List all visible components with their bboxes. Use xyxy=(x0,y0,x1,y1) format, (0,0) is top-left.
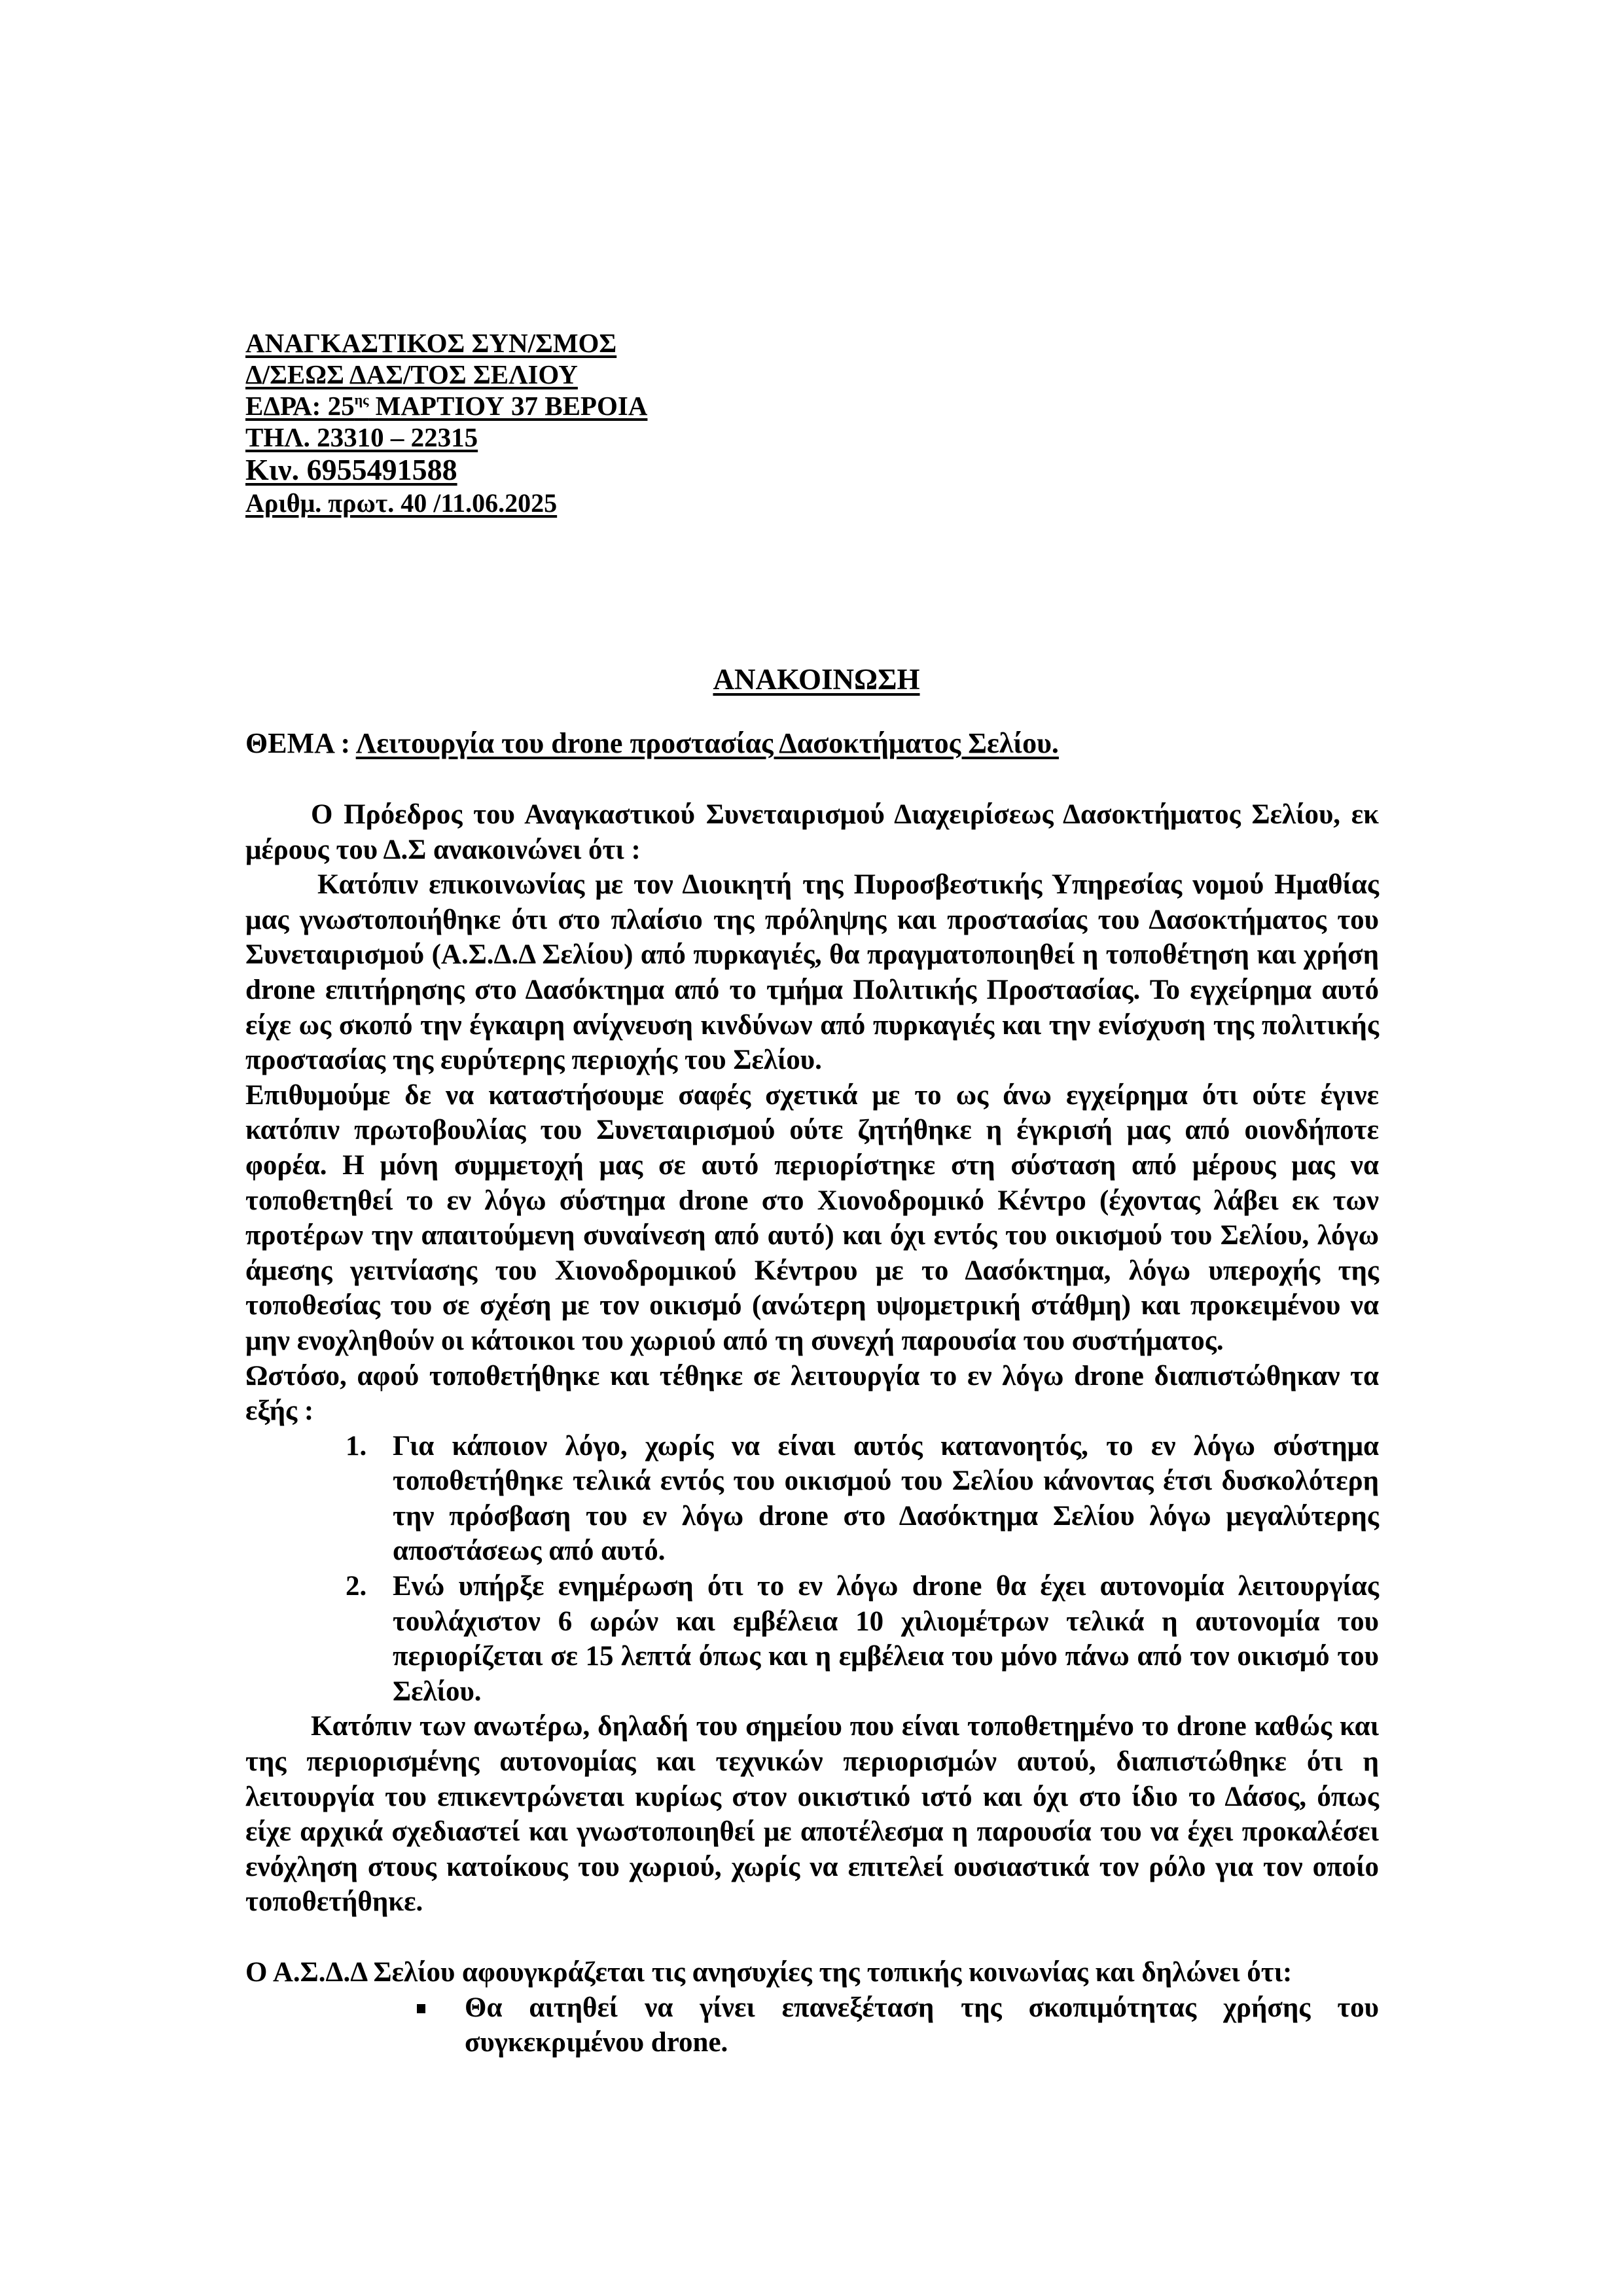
list-item: 1. Για κάποιον λόγο, χωρίς να είναι αυτός κατανοητός, το εν λόγω σύστημα τοποθετήθηκε τελικά εντός του οικισμού του Σελίου κάνοντας έτσι δυσκολότερη την πρόσβαση του εν λόγω drone στο Δασόκτημα Σελίου λόγω μεγαλύτερης αποστάσεως από αυτό. xyxy=(245,1429,1379,1569)
subject-text: Λειτουργία του drone προστασίας Δασοκτήματος Σελίου. xyxy=(355,727,1059,759)
letterhead-protocol-number: Αριθμ. πρωτ. 40 /11.06.2025 xyxy=(245,488,558,518)
intro-paragraph: Ο Πρόεδρος του Αναγκαστικού Συνεταιρισμού Διαχειρίσεως Δασοκτήματος Σελίου, εκ μέρους του Δ.Σ ανακοινώνει ότι : xyxy=(245,799,1379,865)
body-paragraph-4: Κατόπιν των ανωτέρω, δηλαδή του σημείου που είναι τοποθετημένο το drone καθώς και της περιορισμένης αυτονομίας και τεχνικών περιορισμών αυτού, διαπιστώθηκε ότι η λειτουργία του επικεντρώνεται κυρίως στον οικιστικό ιστό και όχι στο ίδιο το Δάσος, όπως είχε αρχικά σχεδιαστεί και γνωστοποιηθεί με αποτέλεσμα η παρουσία του να έχει προκαλέσει ενόχληση στους κατοίκους του χωριού, χωρίς να επιτελεί ουσιαστικά τον ρόλο για τον οποίο τοποθετήθηκε. xyxy=(245,1711,1379,1918)
list-item: Θα αιτηθεί να γίνει επανεξέταση της σκοπιμότητας χρήσης του συγκεκριμένου drone. xyxy=(245,1990,1379,2060)
list-number: 2. xyxy=(346,1571,367,1602)
letterhead-mobile: Κιν. 6955491588 xyxy=(245,453,457,486)
letterhead-address: ΕΔΡΑ: $25^{\eta\varsigma}$ ΜΑΡΤΙΟΥ 37 ΒΕΡΟΙΑ xyxy=(245,391,648,421)
body-paragraph-1: Κατόπιν επικοινωνίας με τον Διοικητή της Πυροσβεστικής Υπηρεσίας νομού Ημαθίας μας γνωστοποιήθηκε ότι στο πλαίσιο της πρόληψης και προστασίας του Δασοκτήματος του Συνεταιρισμού (Α.Σ.Δ.Δ Σελίου) από πυρκαγιές, θα πραγματοποιηθεί η τοποθέτηση και χρήση drone επιτήρησης στο Δασόκτημα από το τμήμα Πολιτικής Προστασίας. Το εγχείρημα αυτό είχε ως σκοπό την έγκαιρη ανίχνευση κινδύνων από πυρκαγιές και την ενίσχυση της πολιτικής προστασίας της ευρύτερης περιοχής του Σελίου. xyxy=(245,869,1379,1076)
subject-line xyxy=(245,725,1059,762)
letterhead-phone: ΤΗΛ. 23310 – 22315 xyxy=(245,422,478,452)
document-title: ΑΝΑΚΟΙΝΩΣΗ xyxy=(713,663,920,696)
findings-list xyxy=(245,1429,1379,1710)
list-number: 1. xyxy=(346,1430,367,1462)
square-bullet-icon xyxy=(417,2004,425,2013)
declarations-list xyxy=(245,1990,1379,2060)
body-paragraph-2: Επιθυμούμε δε να καταστήσουμε σαφές σχετικά με το ως άνω εγχείρημα ότι ούτε έγινε κατόπιν πρωτοβουλίας του Συνεταιρισμού ούτε ζητήθηκε η έγκρισή μας από οιονδήποτε φορέα. Η μόνη συμμετοχή μας σε αυτό περιορίστηκε στη σύσταση από μέρους μας να τοποθετηθεί το εν λόγω σύστημα drone στο Χιονοδρομικό Κέντρο (έχοντας λάβει εκ των προτέρων την απαιτούμενη συναίνεση από αυτό) και όχι εντός του οικισμού του Σελίου, λόγω άμεσης γειτνίασης του Χιονοδρομικού Κέντρου με το Δασόκτημα, λόγω υπεροχής της τοποθεσίας του σε σχέση με τον οικισμό (ανώτερη υψομετρική στάθμη) και προκειμένου να μην ενοχληθούν οι κάτοικοι του χωριού από τη συνεχή παρουσία του συστήματος. xyxy=(245,1079,1379,1356)
letterhead-org-subtitle: Δ/ΣΕΩΣ ΔΑΣ/ΤΟΣ ΣΕΛΙΟΥ xyxy=(245,359,578,389)
body-paragraph-3: Ωστόσο, αφού τοποθετήθηκε και τέθηκε σε λειτουργία το εν λόγω drone διαπιστώθηκαν τα εξής : xyxy=(245,1360,1379,1427)
list-item: 2. Ενώ υπήρξε ενημέρωση ότι το εν λόγω drone θα έχει αυτονομία λειτουργίας τουλάχιστον 6 ωρών και εμβέλεια 10 χιλιομέτρων τελικά η αυτονομία του περιορίζεται σε 15 λεπτά όπως και η εμβέλεια του μόνο πάνω από τον οικισμό του Σελίου. xyxy=(245,1569,1379,1709)
letterhead xyxy=(245,327,647,520)
subject-label: ΘΕΜΑ : xyxy=(245,727,356,759)
body-paragraph-5: Ο Α.Σ.Δ.Δ Σελίου αφουγκράζεται τις ανησυχίες της τοπικής κοινωνίας και δηλώνει ότι: xyxy=(245,1957,1293,1988)
letterhead-org-name: ΑΝΑΓΚΑΣΤΙΚΟΣ ΣΥΝ/ΣΜΟΣ xyxy=(245,328,617,358)
document-body xyxy=(245,797,1379,2060)
